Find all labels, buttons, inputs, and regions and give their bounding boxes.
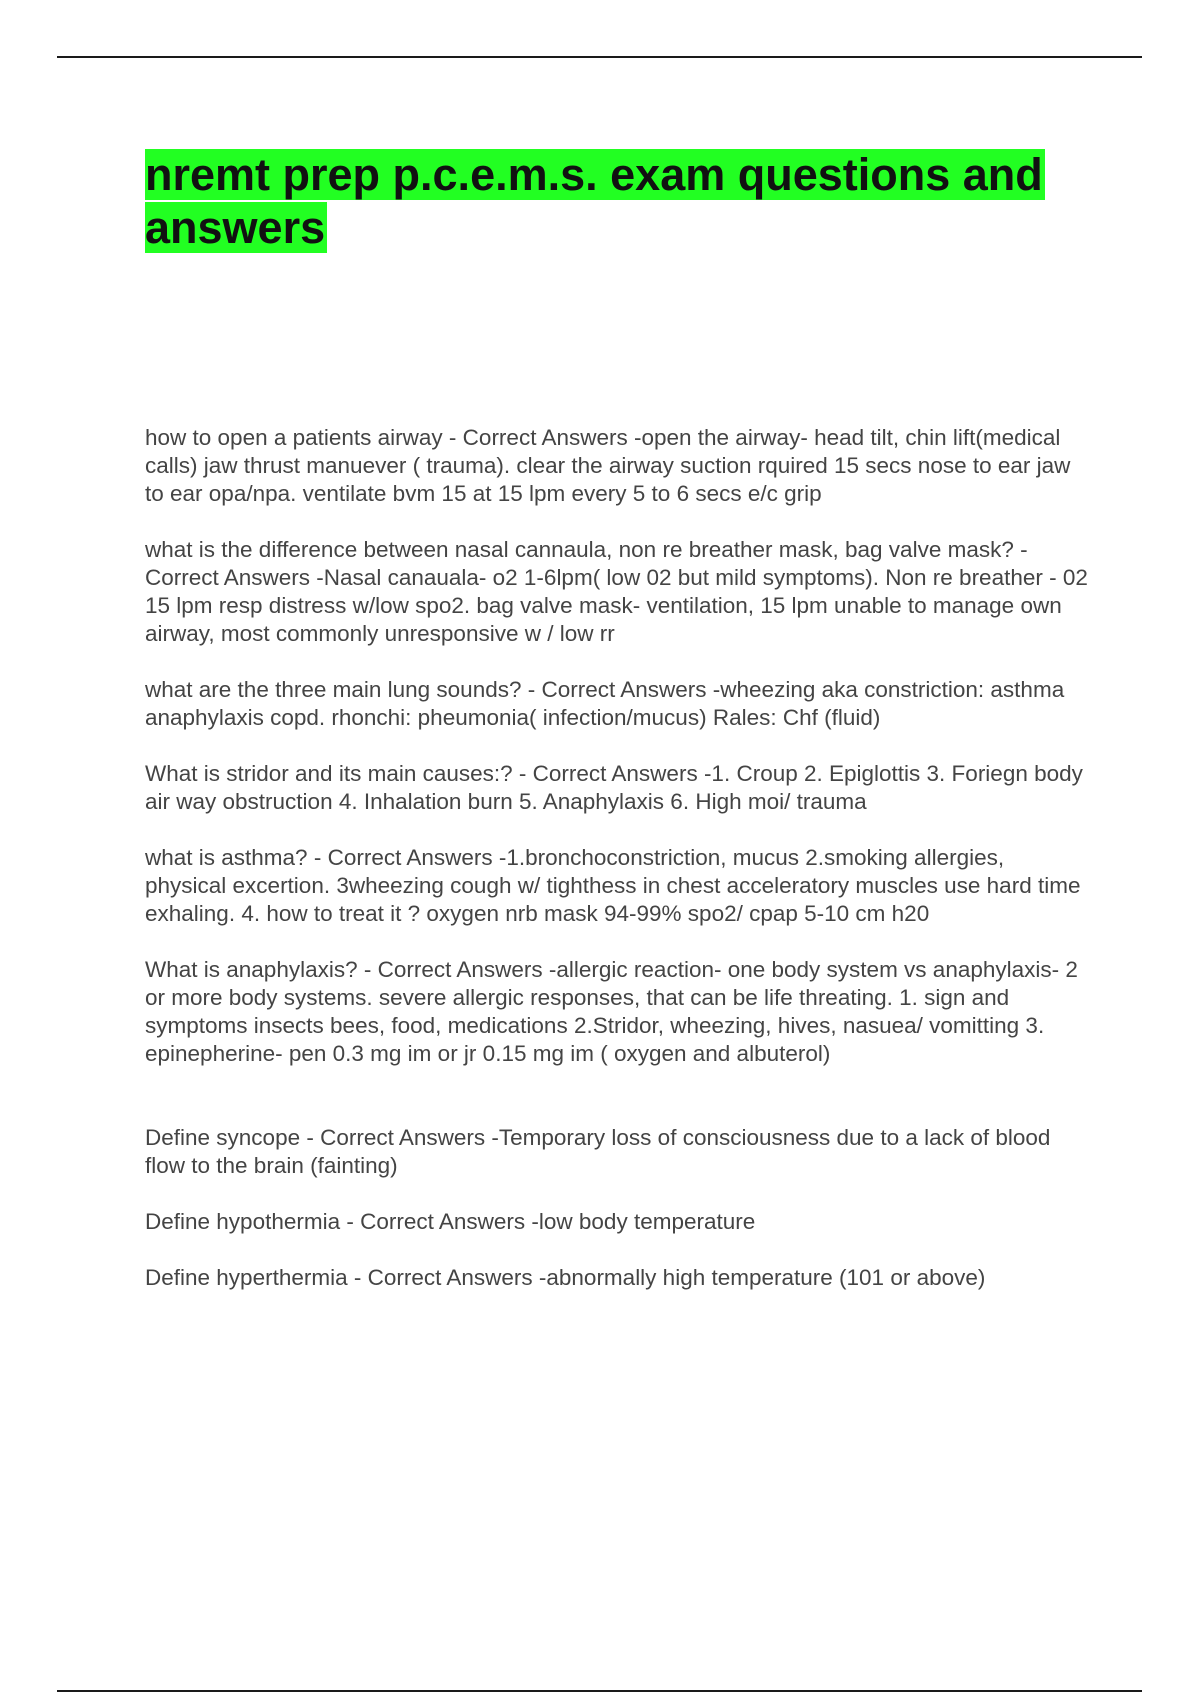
qa-item-hypothermia: Define hypothermia - Correct Answers -low body temperature bbox=[145, 1209, 756, 1234]
qa-item-lung-sounds: what are the three main lung sounds? - Correct Answers -wheezing aka constriction: asthma anaphylaxis copd. rhonchi: pheumonia( infection/mucus) Rales: Chf (fluid) bbox=[145, 677, 1065, 730]
qa-item-syncope: Define syncope - Correct Answers -Temporary loss of consciousness due to a lack of blood flow to the brain (fainting) bbox=[145, 1125, 1051, 1178]
qa-item-anaphylaxis: What is anaphylaxis? - Correct Answers -allergic reaction- one body system vs anaphylaxis- 2 or more body systems. severe allergic responses, that can be life threating. 1. sign and symptoms insects bees, food, medications 2.Stridor, wheezing, hives, nasuea/ vomitting 3. epinepherine- pen 0.3 mg im or jr 0.15 mg im ( oxygen and albuterol) bbox=[145, 957, 1078, 1066]
top-rule bbox=[57, 56, 1142, 58]
qa-item-stridor: What is stridor and its main causes:? - Correct Answers -1. Croup 2. Epiglottis 3. Foriegn body air way obstruction 4. Inhalation burn 5. Anaphylaxis 6. High moi/ trauma bbox=[145, 761, 1083, 814]
qa-item-oxygen-devices: what is the difference between nasal cannaula, non re breather mask, bag valve mask? - Correct Answers -Nasal canauala- o2 1-6lpm( low 02 but mild symptoms). Non re breather - 02 15 lpm resp distress w/low spo2. bag valve mask- ventilation, 15 lpm unable to manage own airway, most commonly unresponsive w / low rr bbox=[145, 537, 1088, 646]
qa-list bbox=[145, 424, 1090, 1320]
bottom-rule bbox=[57, 1690, 1142, 1692]
page-title bbox=[145, 148, 1045, 254]
qa-item-asthma: what is asthma? - Correct Answers -1.bronchoconstriction, mucus 2.smoking allergies, physical excertion. 3wheezing cough w/ tighthess in chest acceleratory muscles use hard time exhaling. 4. how to treat it ? oxygen nrb mask 94-99% spo2/ cpap 5-10 cm h20 bbox=[145, 845, 1081, 926]
qa-item-airway: how to open a patients airway - Correct Answers -open the airway- head tilt, chin lift(medical calls) jaw thrust manuever ( trauma). clear the airway suction rquired 15 secs nose to ear jaw to ear opa/npa. ventilate bvm 15 at 15 lpm every 5 to 6 secs e/c grip bbox=[145, 425, 1071, 506]
title-highlight: nremt prep p.c.e.m.s. exam questions and answers bbox=[145, 149, 1043, 253]
qa-item-hyperthermia: Define hyperthermia - Correct Answers -abnormally high temperature (101 or above) bbox=[145, 1265, 986, 1290]
